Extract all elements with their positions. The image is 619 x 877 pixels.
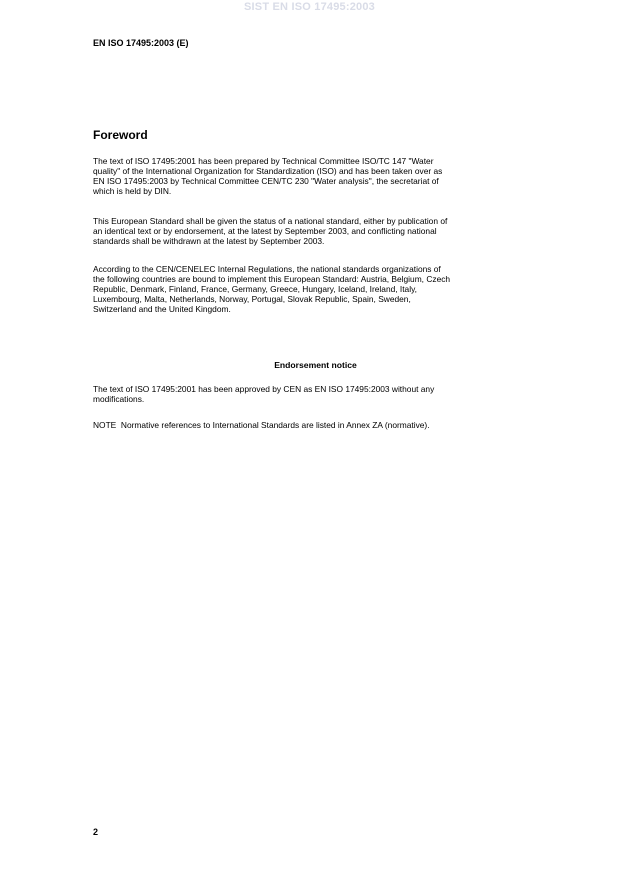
foreword-paragraph-3 [93,264,543,314]
text-line: which is held by DIN. [93,186,172,197]
page-number: 2 [93,827,99,837]
text-line: Luxembourg, Malta, Netherlands, Norway, Portugal, Slovak Republic, Spain, Sweden, [93,294,411,305]
foreword-paragraph-2 [93,216,543,246]
text-line: The text of ISO 17495:2001 has been prepared by Technical Committee ISO/TC 147 "Water [93,156,434,166]
text-line: an identical text or by endorsement, at the latest by September 2003, and conflicting national [93,226,437,237]
text-line: The text of ISO 17495:2001 has been approved by CEN as EN ISO 17495:2003 without any [93,384,435,394]
text-line: the following countries are bound to implement this European Standard: Austria, Belgium, Czech [93,274,451,285]
text-line: standards shall be withdrawn at the latest by September 2003. [93,236,325,247]
document-header: EN ISO 17495:2003 (E) [93,38,189,48]
text-line: quality" of the International Organization for Standardization (ISO) and has been taken over as [93,166,443,177]
foreword-paragraph-1 [93,156,543,196]
endorsement-note [93,420,543,430]
endorsement-paragraph-1 [93,384,543,404]
watermark: SIST EN ISO 17495:2003 [244,1,375,13]
text-line: Republic, Denmark, Finland, France, Germany, Greece, Hungary, Iceland, Ireland, Italy, [93,284,417,295]
text-line: modifications. [93,394,145,405]
text-line: Switzerland and the United Kingdom. [93,304,231,315]
text-line: NOTE Normative references to International Standards are listed in Annex ZA (normative). [93,420,430,430]
text-line: This European Standard shall be given the status of a national standard, either by publication of [93,216,448,226]
foreword-title: Foreword [93,128,148,142]
text-line: According to the CEN/CENELEC Internal Regulations, the national standards organizations of [93,264,441,274]
text-line: EN ISO 17495:2003 by Technical Committee CEN/TC 230 "Water analysis", the secretariat of [93,176,439,187]
endorsement-title: Endorsement notice [274,360,357,370]
